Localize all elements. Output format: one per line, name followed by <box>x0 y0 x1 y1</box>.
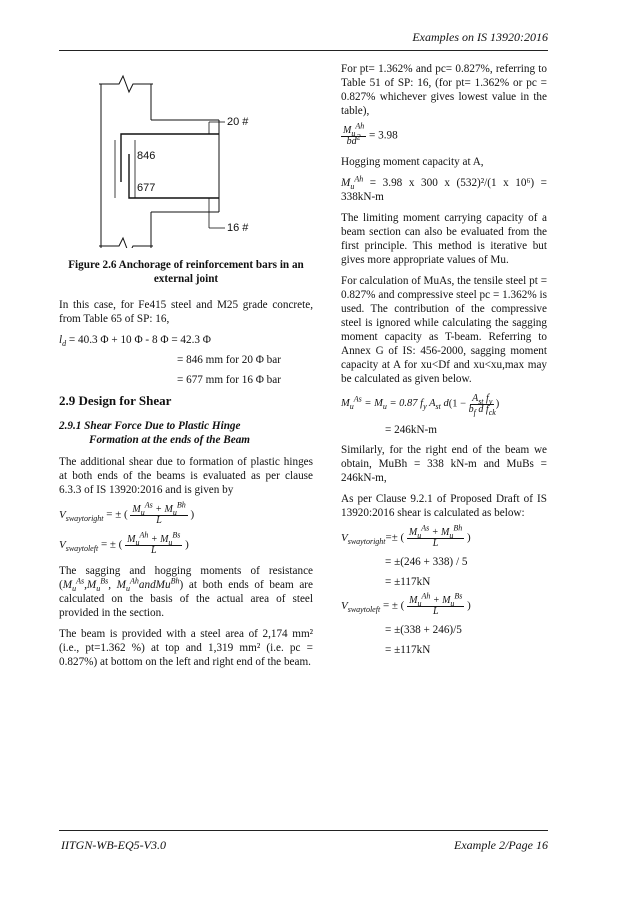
calc-line: = ±117kN <box>385 644 431 656</box>
subsection-heading-line2: Formation at the ends of the Beam <box>89 434 250 446</box>
label-bottom-bar: 16 # <box>227 222 249 234</box>
page-header: Examples on IS 13920:2016 <box>412 30 548 44</box>
calc-line: = ±117kN <box>385 576 431 588</box>
label-677: 677 <box>137 182 156 194</box>
paragraph: For pt= 1.362% and pc= 0.827%, referring to Table 51 of SP: 16, (for pt= 1.362% or pc = 0.827% whichever gives lowest value in the table), <box>341 63 547 117</box>
label-top-bar: 20 # <box>227 116 249 128</box>
calc-line: = ±(246 + 338) / 5 <box>385 556 468 568</box>
subsection-heading-line1: 2.9.1 Shear Force Due to Plastic Hinge <box>59 420 241 432</box>
hogging-equation-text: = 3.98 x 300 x (532)²/(1 x 10⁶) = 338kN-m <box>341 177 547 203</box>
figure-caption: Figure 2.6 Anchorage of reinforcement bars in an external joint <box>68 259 304 285</box>
v-sway-left-equation: $V_{swaytoleft}$ = ± ( $M_u^{Ah} + M_u^{Bs}$ L ) <box>59 530 189 556</box>
ld-equation-text: = 40.3 Φ + 10 Φ - 8 Φ = 42.3 Φ <box>68 334 211 346</box>
anchorage-diagram <box>59 62 313 248</box>
paragraph-part: The sagging and hogging moments of resistance <box>59 565 313 577</box>
paragraph: As per Clause 9.2.1 of Proposed Draft of IS 13920:2016 shear is calculated as below: <box>341 493 547 519</box>
calc-line: = ±(338 + 246)/5 <box>385 624 462 636</box>
anchorage-figure <box>59 62 313 248</box>
header-rule <box>59 50 548 51</box>
ld-line-3: = 677 mm for 16 Φ bar <box>177 374 281 386</box>
paragraph: The limiting moment carrying capacity of a beam section can also be evaluated from the first principle. This method is iterative but gives more appropriate values of Mu. <box>341 212 547 266</box>
paragraph: Similarly, for the right end of the beam we obtain, MuBh = 338 kN-m and MuBs = 246kN-m, <box>341 444 547 484</box>
right-column <box>341 62 547 663</box>
v-sway-right-equation: $V_{swaytoright}$ = ± ( $M_u^{As} + M_u^{Bh}$ L ) <box>59 500 195 526</box>
footer-rule <box>59 830 548 831</box>
paragraph: The sagging and hogging moments of resistance ($M_u^{As},M_u^{Bs}$, $M_u^{Ah}andMu^{Bh}$) at both ends of beam are calculated on the basis of the actual area of steel provided in the section. <box>59 565 313 619</box>
paragraph: The beam is provided with a steel area of 2,174 mm² (i.e., pt=1.362 %) at top and 1,319 mm² (i.e. pc = 0.827%) at bottom on the left and right end of the beam. <box>59 628 313 668</box>
footer-doc-id: IITGN-WB-EQ5-V3.0 <box>61 838 166 852</box>
ratio-equation: $M_u^{Ah}$ $bd^2 = 3.98$ <box>343 121 398 147</box>
paragraph: Hogging moment capacity at A, <box>341 156 484 168</box>
v-sway-left-calc: $V_{swaytoleft}$ = ± ( $M_u^{Ah} + M_u^{Bs}$ L ) <box>341 591 471 617</box>
paragraph-part: at both ends of beam are calculated on the basis of the actual area of steel provided in the section. <box>59 579 313 619</box>
sagging-result: = 246kN-m <box>385 424 437 436</box>
left-column <box>59 62 313 676</box>
section-heading: 2.9 Design for Shear <box>59 393 172 408</box>
paragraph: For calculation of MuAs, the tensile steel pt = 0.827% and compressive steel pc = 1.362% is used. The contribution of the compressive steel is ignored while calculating the sagging moment capacity as T-beam. Referring to Annex G of IS: 456-2000, sagging moment capacity at A for xu<Df and xu<xu,max may be calculated as given below. <box>341 275 547 385</box>
ld-line-2: = 846 mm for 20 Φ bar <box>177 354 281 366</box>
ld-equation: $l_d = 40.3$ Φ + 10 Φ - 8 Φ = 42.3 Φ <box>59 334 211 349</box>
ratio-value: = 3.98 <box>369 129 398 142</box>
subsection-heading <box>59 419 313 447</box>
paragraph: The additional shear due to formation of plastic hinges at both ends of the beams is evaluated as per clause 6.3.3 of IS 13920:2016 and is given by <box>59 456 313 496</box>
label-846: 846 <box>137 150 156 162</box>
footer-page-number: Example 2/Page 16 <box>454 838 548 852</box>
v-sway-right-calc: $V_{swaytoright}=\pm$ ( $M_u^{As} + M_u^{Bh}$ L ) <box>341 523 471 549</box>
sagging-equation: $M_u^{As} = M_u = 0.87$ $f_y$ $A_{st}$ $d(1 - A_{st}$ $f_y$ $b_f$ d $f_{ck}$) <box>341 393 500 417</box>
paragraph: In this case, for Fe415 steel and M25 grade concrete, from Table 65 of SP: 16, <box>59 299 313 325</box>
hogging-equation: $M_u^{Ah} = 3.98$ x 300 x (532)²/(1 x 10⁶) = 338kN-m <box>341 174 547 203</box>
